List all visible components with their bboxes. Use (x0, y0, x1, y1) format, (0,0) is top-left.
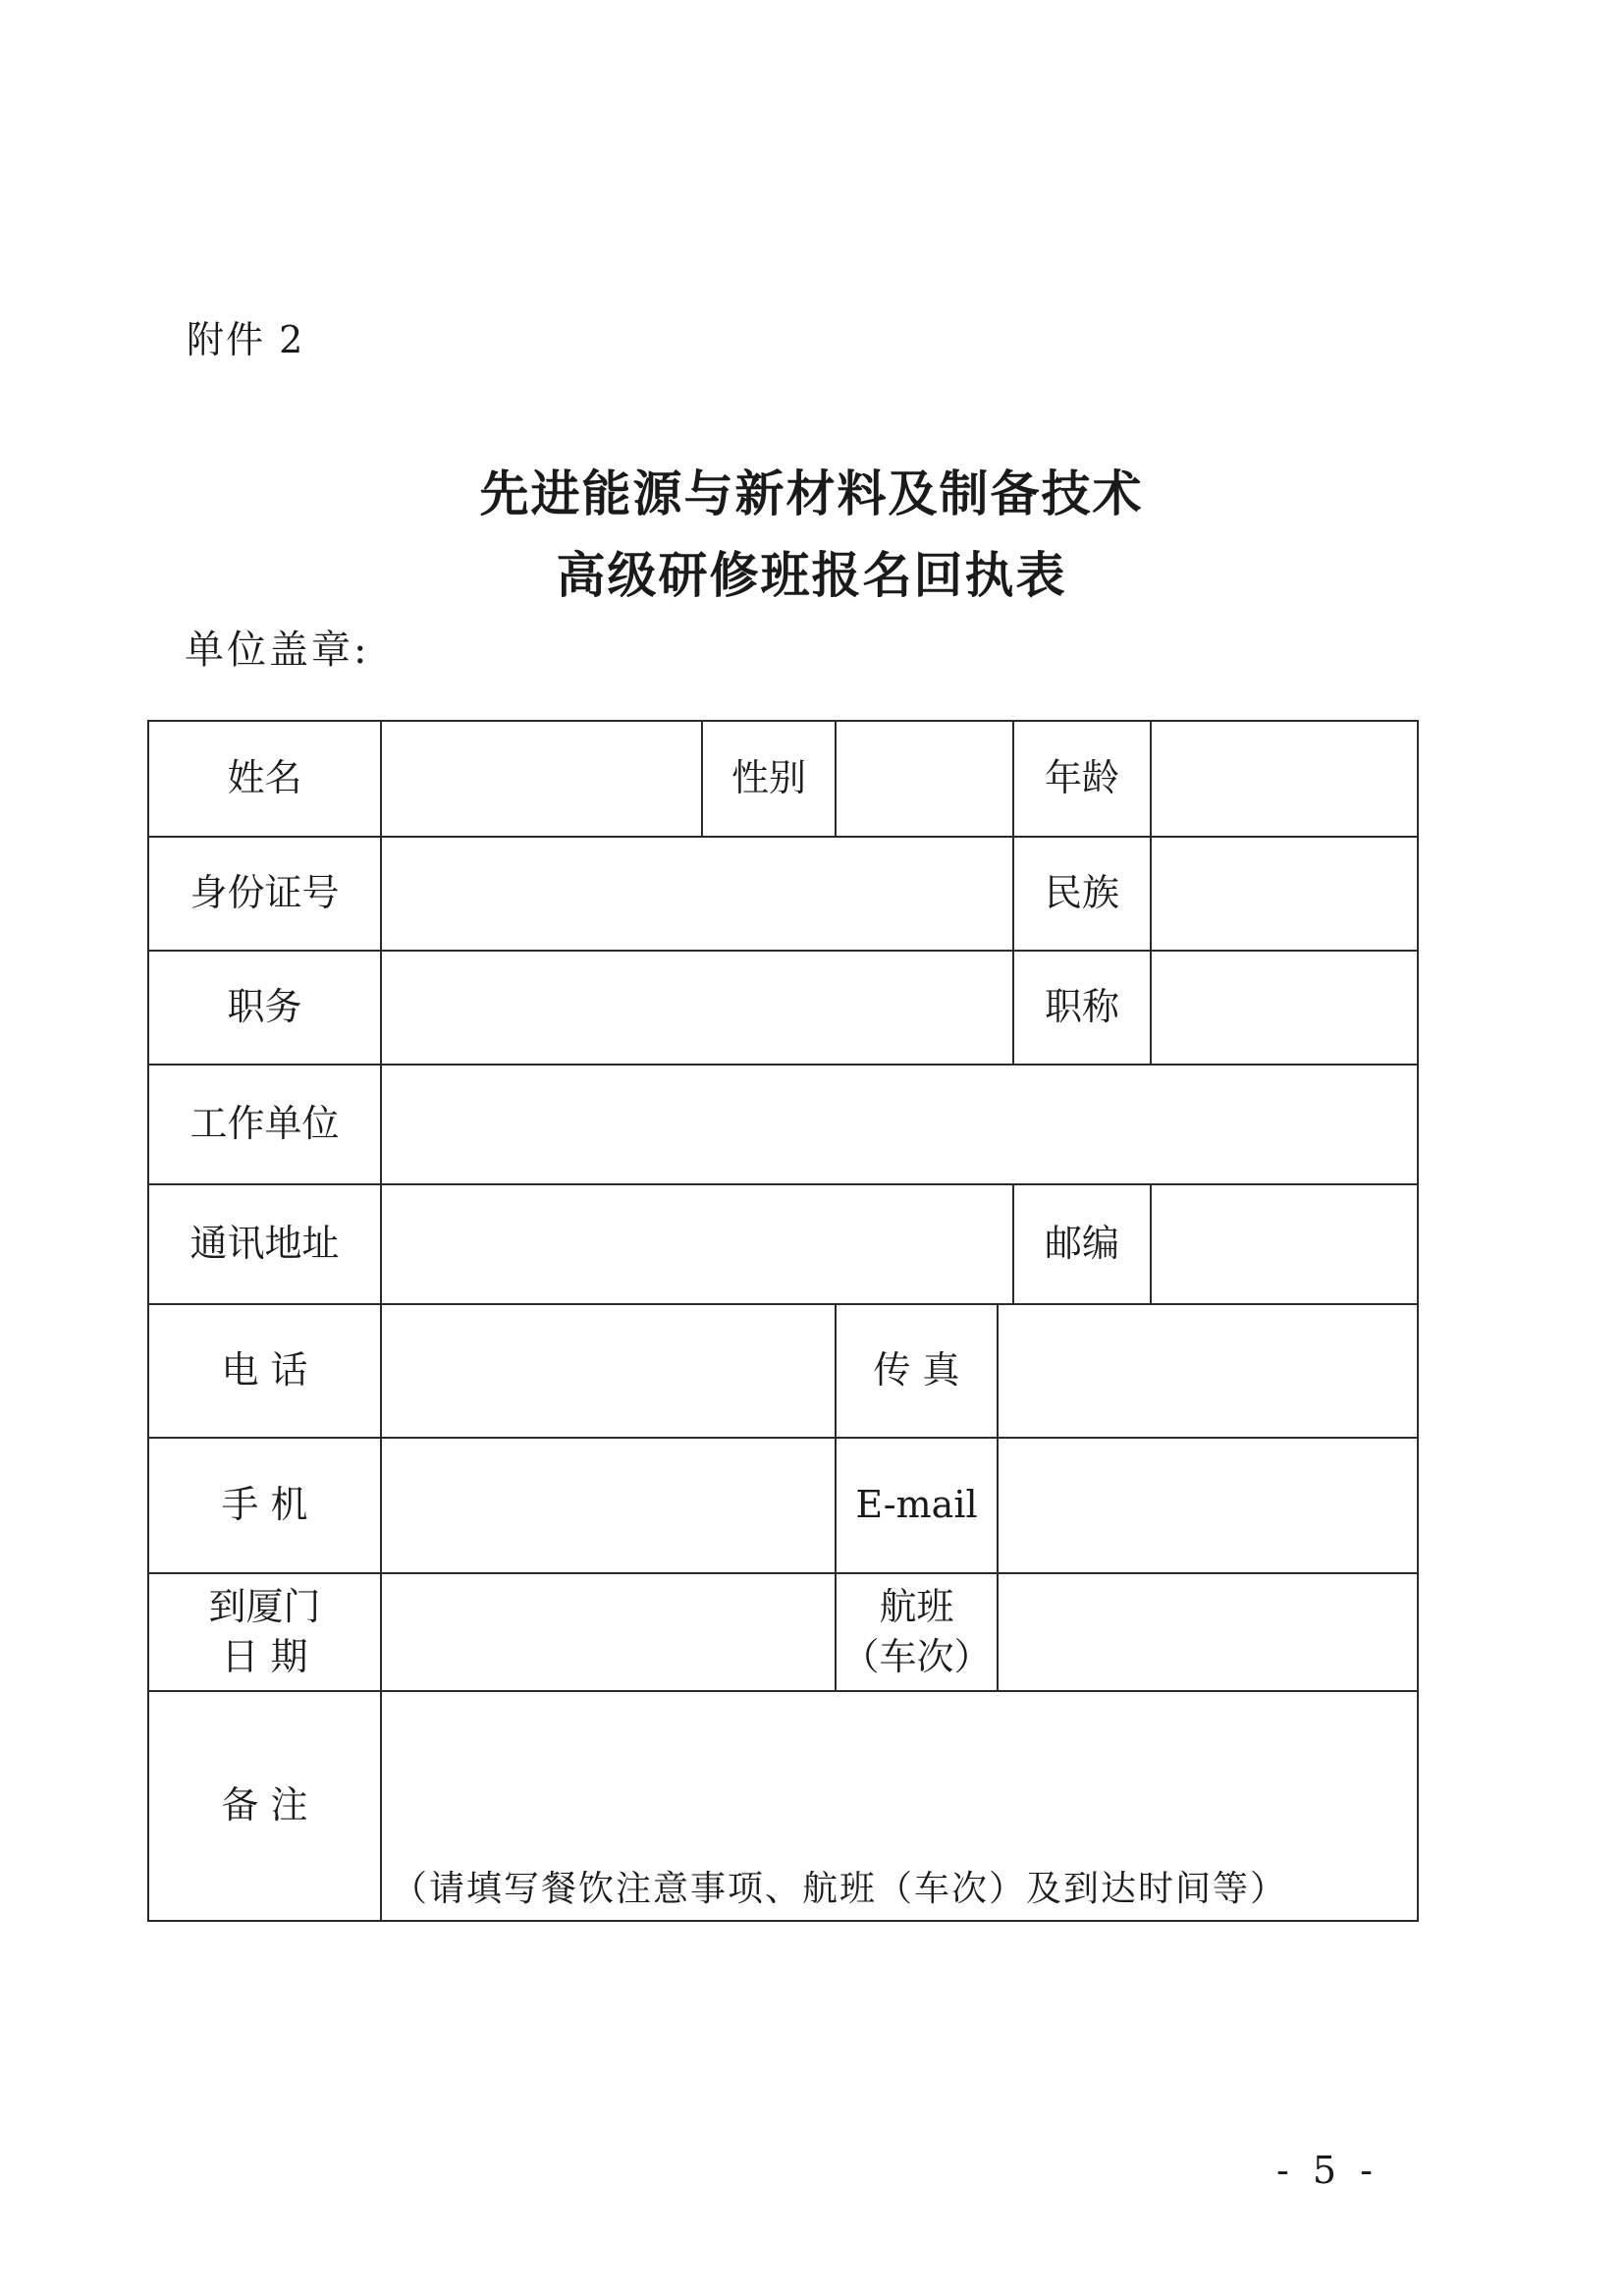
mobile-label: 手 机 (148, 1438, 381, 1573)
gender-label: 性别 (702, 721, 836, 837)
table-row (148, 1304, 1418, 1438)
form-title-line1: 先进能源与新材料及制备技术 (479, 465, 1144, 522)
table-row (148, 721, 1418, 837)
arrival-date-label-line1: 到厦门 (208, 1584, 321, 1628)
arrival-date-label (148, 1573, 381, 1691)
table-row (148, 1691, 1418, 1921)
arrival-date-label-line2: 日 期 (221, 1635, 308, 1678)
postcode-field[interactable] (1151, 1184, 1418, 1304)
fax-label: 传 真 (836, 1304, 998, 1438)
form-title-line2: 高级研修班报名回执表 (556, 546, 1067, 604)
registration-form-table (147, 720, 1419, 1922)
remarks-label: 备 注 (148, 1691, 381, 1921)
remarks-note: （请填写餐饮注意事项、航班（车次）及到达时间等） (392, 1869, 1288, 1910)
table-row (148, 1573, 1418, 1691)
work-unit-label: 工作单位 (148, 1065, 381, 1184)
ethnicity-label: 民族 (1013, 837, 1151, 951)
flight-label-line1: 航班 (879, 1584, 954, 1628)
id-number-label: 身份证号 (148, 837, 381, 951)
table-row (148, 837, 1418, 951)
mobile-field[interactable] (381, 1438, 836, 1573)
flight-field[interactable] (998, 1573, 1418, 1691)
position-field[interactable] (381, 951, 1013, 1065)
table-row (148, 1184, 1418, 1304)
arrival-date-field[interactable] (381, 1573, 836, 1691)
flight-label-line2: （车次） (841, 1635, 992, 1678)
email-field[interactable] (998, 1438, 1418, 1573)
professional-title-label: 职称 (1013, 951, 1151, 1065)
gender-field[interactable] (836, 721, 1013, 837)
name-field[interactable] (381, 721, 702, 837)
id-number-field[interactable] (381, 837, 1013, 951)
fax-field[interactable] (998, 1304, 1418, 1438)
unit-seal-label: 单位盖章: (185, 628, 370, 673)
flight-label (836, 1573, 998, 1691)
phone-field[interactable] (381, 1304, 836, 1438)
age-label: 年龄 (1013, 721, 1151, 837)
address-field[interactable] (381, 1184, 1013, 1304)
postcode-label: 邮编 (1013, 1184, 1151, 1304)
name-label: 姓名 (148, 721, 381, 837)
position-label: 职务 (148, 951, 381, 1065)
table-row (148, 1065, 1418, 1184)
ethnicity-field[interactable] (1151, 837, 1418, 951)
page-number: - 5 - (1276, 2149, 1380, 2192)
phone-label: 电 话 (148, 1304, 381, 1438)
age-field[interactable] (1151, 721, 1418, 837)
table-row (148, 1438, 1418, 1573)
professional-title-field[interactable] (1151, 951, 1418, 1065)
attachment-label: 附件 2 (187, 318, 305, 361)
work-unit-field[interactable] (381, 1065, 1418, 1184)
table-row (148, 951, 1418, 1065)
email-label: E-mail (836, 1438, 998, 1573)
address-label: 通讯地址 (148, 1184, 381, 1304)
remarks-field[interactable] (381, 1691, 1418, 1921)
